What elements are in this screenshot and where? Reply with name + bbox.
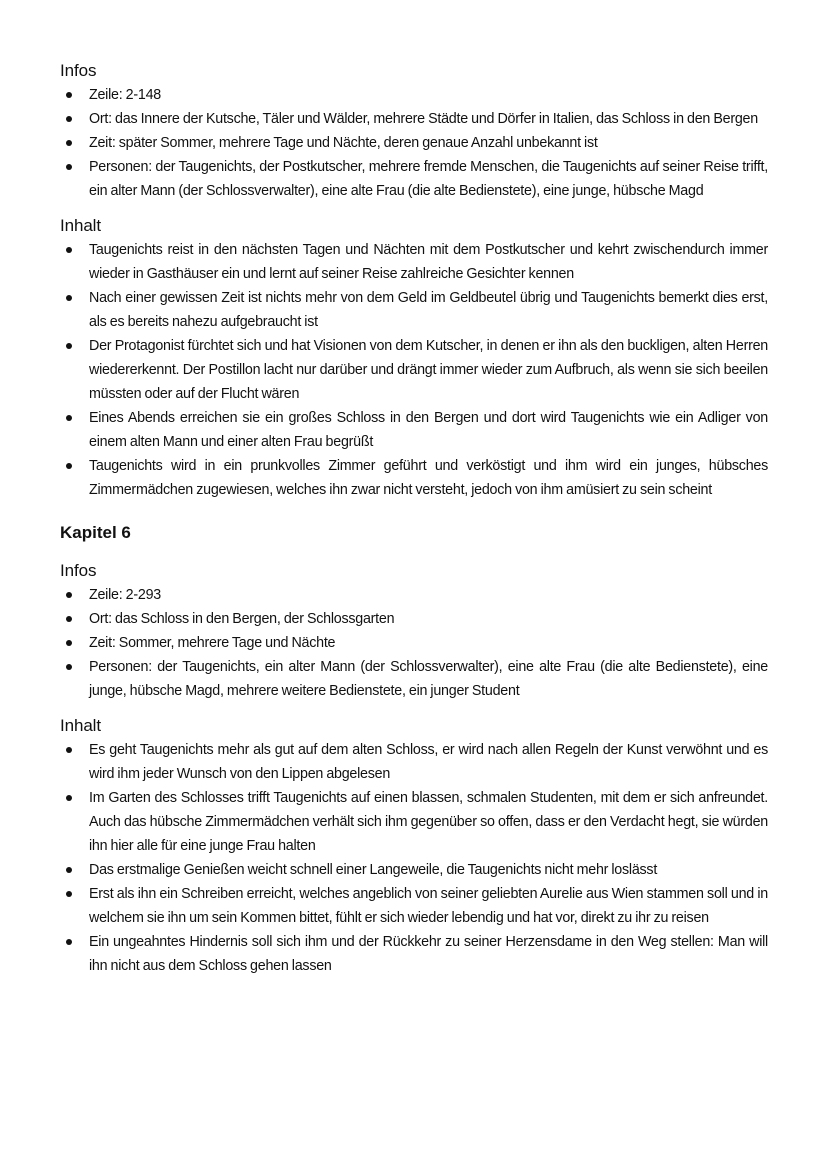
chapter6-inhalt-section: [60, 715, 768, 978]
bullet-icon: [66, 116, 72, 122]
bullet-icon: [66, 415, 72, 421]
list-item: Im Garten des Schlosses trifft Taugenichts auf einen blassen, schmalen Studenten, mit dem er sich anfreundet. Auch das hübsche Zimmermädchen verhält sich ihm gegenüber so offen, dass er den Verdacht hegt, sie würden ihn hier alle für eine junge Frau halten: [60, 786, 768, 858]
list-item: Ort: das Innere der Kutsche, Täler und Wälder, mehrere Städte und Dörfer in Italien, das Schloss in den Bergen: [60, 107, 768, 131]
bullet-icon: [66, 592, 72, 598]
bullet-icon: [66, 640, 72, 646]
bullet-icon: [66, 463, 72, 469]
inhalt-heading: Inhalt: [60, 716, 101, 735]
list-item: Nach einer gewissen Zeit ist nichts mehr von dem Geld im Geldbeutel übrig und Taugenichts bemerkt dies erst, als es bereits nahezu aufgebraucht ist: [60, 286, 768, 334]
inhalt-heading: Inhalt: [60, 216, 101, 235]
bullet-icon: [66, 891, 72, 897]
list-item: Personen: der Taugenichts, der Postkutscher, mehrere fremde Menschen, die Taugenichts auf seiner Reise trifft, ein alter Mann (der Schlossverwalter), eine alte Frau (die alte Bedienstete), eine junge, hübsche Magd: [60, 155, 768, 203]
chapter5-infos-section: [60, 60, 768, 203]
bullet-icon: [66, 795, 72, 801]
bullet-icon: [66, 247, 72, 253]
bullet-icon: [66, 295, 72, 301]
list-item: Der Protagonist fürchtet sich und hat Visionen von dem Kutscher, in denen er ihn als den buckligen, alten Herren wiedererkennt. Der Postillon lacht nur darüber und drängt immer wieder zum Aufbruch, als wenn sie sich beeilen müssten oder auf der Flucht wären: [60, 334, 768, 406]
bullet-icon: [66, 164, 72, 170]
list-item: Es geht Taugenichts mehr als gut auf dem alten Schloss, er wird nach allen Regeln der Kunst verwöhnt und es wird ihm jeder Wunsch von den Lippen abgelesen: [60, 738, 768, 786]
list-item: Eines Abends erreichen sie ein großes Schloss in den Bergen und dort wird Taugenichts wie ein Adliger von einem alten Mann und einer alten Frau begrüßt: [60, 406, 768, 454]
inhalt-list: [60, 738, 768, 978]
list-item: Ort: das Schloss in den Bergen, der Schlossgarten: [60, 607, 768, 631]
infos-heading: Infos: [60, 61, 97, 80]
chapter5-inhalt-section: [60, 215, 768, 502]
chapter6-infos-section: [60, 560, 768, 703]
bullet-icon: [66, 747, 72, 753]
infos-heading: Infos: [60, 561, 97, 580]
infos-list: [60, 83, 768, 203]
bullet-icon: [66, 616, 72, 622]
chapter-title: Kapitel 6: [60, 523, 131, 542]
bullet-icon: [66, 92, 72, 98]
list-item: Ein ungeahntes Hindernis soll sich ihm und der Rückkehr zu seiner Herzensdame in den Weg stellen: Man will ihn nicht aus dem Schloss gehen lassen: [60, 930, 768, 978]
list-item: Zeile: 2-293: [60, 583, 768, 607]
list-item: Zeit: später Sommer, mehrere Tage und Nächte, deren genaue Anzahl unbekannt ist: [60, 131, 768, 155]
bullet-icon: [66, 140, 72, 146]
list-item: Taugenichts reist in den nächsten Tagen und Nächten mit dem Postkutscher und kehrt zwischendurch immer wieder in Gasthäuser ein und lernt auf seiner Reise zahlreiche Gesichter kennen: [60, 238, 768, 286]
bullet-icon: [66, 867, 72, 873]
list-item: Zeile: 2-148: [60, 83, 768, 107]
list-item: Personen: der Taugenichts, ein alter Mann (der Schlossverwalter), eine alte Frau (die alte Bedienstete), eine junge, hübsche Magd, mehrere weitere Bedienstete, ein junger Student: [60, 655, 768, 703]
list-item: Taugenichts wird in ein prunkvolles Zimmer geführt und verköstigt und ihm wird ein junges, hübsches Zimmermädchen zugewiesen, welches ihn zwar nicht versteht, jedoch von ihm amüsiert zu sein scheint: [60, 454, 768, 502]
bullet-icon: [66, 664, 72, 670]
bullet-icon: [66, 343, 72, 349]
list-item: Das erstmalige Genießen weicht schnell einer Langeweile, die Taugenichts nicht mehr loslässt: [60, 858, 768, 882]
list-item: Erst als ihn ein Schreiben erreicht, welches angeblich von seiner geliebten Aurelie aus Wien stammen soll und in welchem sie ihn um sein Kommen bittet, fühlt er sich wieder lebendig und hat vor, direkt zu ihr zu reisen: [60, 882, 768, 930]
inhalt-list: [60, 238, 768, 502]
list-item: Zeit: Sommer, mehrere Tage und Nächte: [60, 631, 768, 655]
bullet-icon: [66, 939, 72, 945]
infos-list: [60, 583, 768, 703]
